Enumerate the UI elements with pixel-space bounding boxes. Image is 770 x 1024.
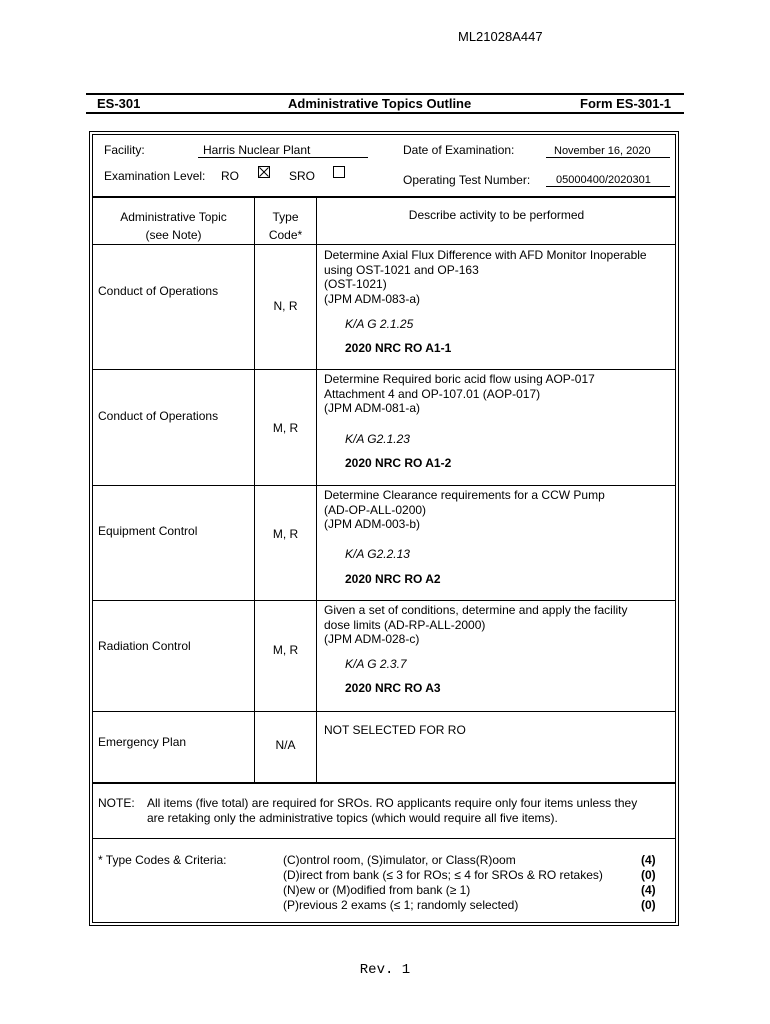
type-code-item: (P)revious 2 exams (≤ 1; randomly selected) xyxy=(283,898,519,912)
note-line1: All items (five total) are required for SROs. RO applicants require only four items unless they xyxy=(147,796,638,810)
checkmark-x-icon xyxy=(259,167,269,177)
facility-value: Harris Nuclear Plant xyxy=(203,143,311,157)
header-top-rule xyxy=(86,93,684,95)
activity-line: (JPM ADM-081-a) xyxy=(324,401,421,415)
activity-line: dose limits (AD-RP-ALL-2000) xyxy=(324,617,486,632)
row-activity xyxy=(324,248,669,306)
test-number-label: Operating Test Number: xyxy=(403,173,531,187)
sro-label: SRO xyxy=(289,169,316,183)
row-activity xyxy=(324,603,669,647)
activity-line: NOT SELECTED FOR RO xyxy=(324,723,466,737)
activity-line: (JPM ADM-083-a) xyxy=(324,291,421,306)
facility-label: Facility: xyxy=(104,143,145,157)
row-exam-id: 2020 NRC RO A3 xyxy=(345,681,441,695)
ro-checkbox[interactable] xyxy=(258,166,270,178)
info-bottom-rule xyxy=(92,196,676,198)
note-line2: are retaking only the administrative topics (which would require all five items). xyxy=(147,811,558,825)
type-codes-list xyxy=(283,853,603,913)
type-code-item: (D)irect from bank (≤ 3 for ROs; ≤ 4 for SROs & RO retakes) xyxy=(283,868,603,882)
topic-header-line1: Administrative Topic xyxy=(120,210,227,224)
activity-line: Determine Clearance requirements for a CCW Pump xyxy=(324,488,605,502)
row-divider xyxy=(92,711,676,712)
column-header-rule xyxy=(92,244,676,245)
column-divider xyxy=(316,197,317,783)
activity-line: Determine Axial Flux Difference with AFD Monitor Inoperable xyxy=(324,248,647,262)
form-number: Form ES-301-1 xyxy=(580,96,672,111)
row-topic: Equipment Control xyxy=(98,524,198,538)
activity-line: (JPM ADM-003-b) xyxy=(324,517,421,531)
type-code-count: (4) xyxy=(641,853,656,867)
row-type-code: M, R xyxy=(272,643,299,657)
row-topic: Conduct of Operations xyxy=(98,284,219,298)
date-label: Date of Examination: xyxy=(403,143,515,157)
activity-line: using OST-1021 and OP-163 xyxy=(324,262,479,277)
header-bottom-rule xyxy=(86,112,684,114)
sro-checkbox[interactable] xyxy=(333,166,345,178)
row-topic: Emergency Plan xyxy=(98,735,187,749)
row-divider xyxy=(92,600,676,601)
activity-line: (JPM ADM-028-c) xyxy=(324,632,420,646)
topic-column-header xyxy=(93,208,254,244)
row-topic: Conduct of Operations xyxy=(98,409,219,423)
row-exam-id: 2020 NRC RO A1-2 xyxy=(345,456,452,470)
row-activity xyxy=(324,723,669,738)
row-ka: K/A G 2.3.7 xyxy=(345,657,407,671)
document-id: ML21028A447 xyxy=(458,29,543,44)
revision-footer: Rev. 1 xyxy=(359,962,411,978)
row-type-code: N/A xyxy=(275,738,296,752)
type-code-count: (0) xyxy=(641,868,656,882)
row-divider xyxy=(92,369,676,370)
activity-line: (AD-OP-ALL-0200) xyxy=(324,502,427,517)
facility-underline xyxy=(198,157,368,158)
row-type-code: N, R xyxy=(273,299,298,313)
ro-label: RO xyxy=(221,169,239,183)
test-number-value: 05000400/2020301 xyxy=(556,174,651,186)
row-exam-id: 2020 NRC RO A2 xyxy=(345,572,441,586)
note-bottom-rule xyxy=(92,838,676,839)
row-type-code: M, R xyxy=(272,421,299,435)
date-underline xyxy=(546,157,670,158)
column-divider xyxy=(254,197,255,783)
row-ka: K/A G2.1.23 xyxy=(345,432,410,446)
row-exam-id: 2020 NRC RO A1-1 xyxy=(345,341,452,355)
row-type-code: M, R xyxy=(272,527,299,541)
activity-line: (OST-1021) xyxy=(324,277,387,291)
page-title: Administrative Topics Outline xyxy=(288,96,472,111)
row-activity xyxy=(324,488,669,532)
date-value: November 16, 2020 xyxy=(554,145,651,157)
activity-line: Given a set of conditions, determine and apply the facility xyxy=(324,603,628,617)
activity-line: Attachment 4 and OP-107.01 (AOP-017) xyxy=(324,386,541,401)
form-series: ES-301 xyxy=(97,96,141,111)
row-divider xyxy=(92,485,676,486)
exam-level-label: Examination Level: xyxy=(104,169,206,183)
activity-line: Determine Required boric acid flow using AOP-017 xyxy=(324,372,595,386)
topic-header-line2: (see Note) xyxy=(145,228,202,242)
test-number-underline xyxy=(546,186,670,187)
type-codes-label: * Type Codes & Criteria: xyxy=(98,853,227,867)
type-column-header xyxy=(255,208,316,244)
note-label: NOTE: xyxy=(98,796,135,810)
row-activity xyxy=(324,372,669,416)
row-ka: K/A G2.2.13 xyxy=(345,547,410,561)
row-topic: Radiation Control xyxy=(98,639,191,653)
type-header-line2: Code* xyxy=(268,228,303,242)
type-code-count: (4) xyxy=(641,883,656,897)
type-code-counts xyxy=(641,853,656,913)
table-bottom-rule xyxy=(92,782,676,784)
type-code-count: (0) xyxy=(641,898,656,912)
type-header-line1: Type xyxy=(272,210,299,224)
type-code-item: (N)ew or (M)odified from bank (≥ 1) xyxy=(283,883,471,897)
type-code-item: (C)ontrol room, (S)imulator, or Class(R)oom xyxy=(283,853,516,867)
describe-column-header: Describe activity to be performed xyxy=(408,208,585,222)
row-ka: K/A G 2.1.25 xyxy=(345,317,414,331)
